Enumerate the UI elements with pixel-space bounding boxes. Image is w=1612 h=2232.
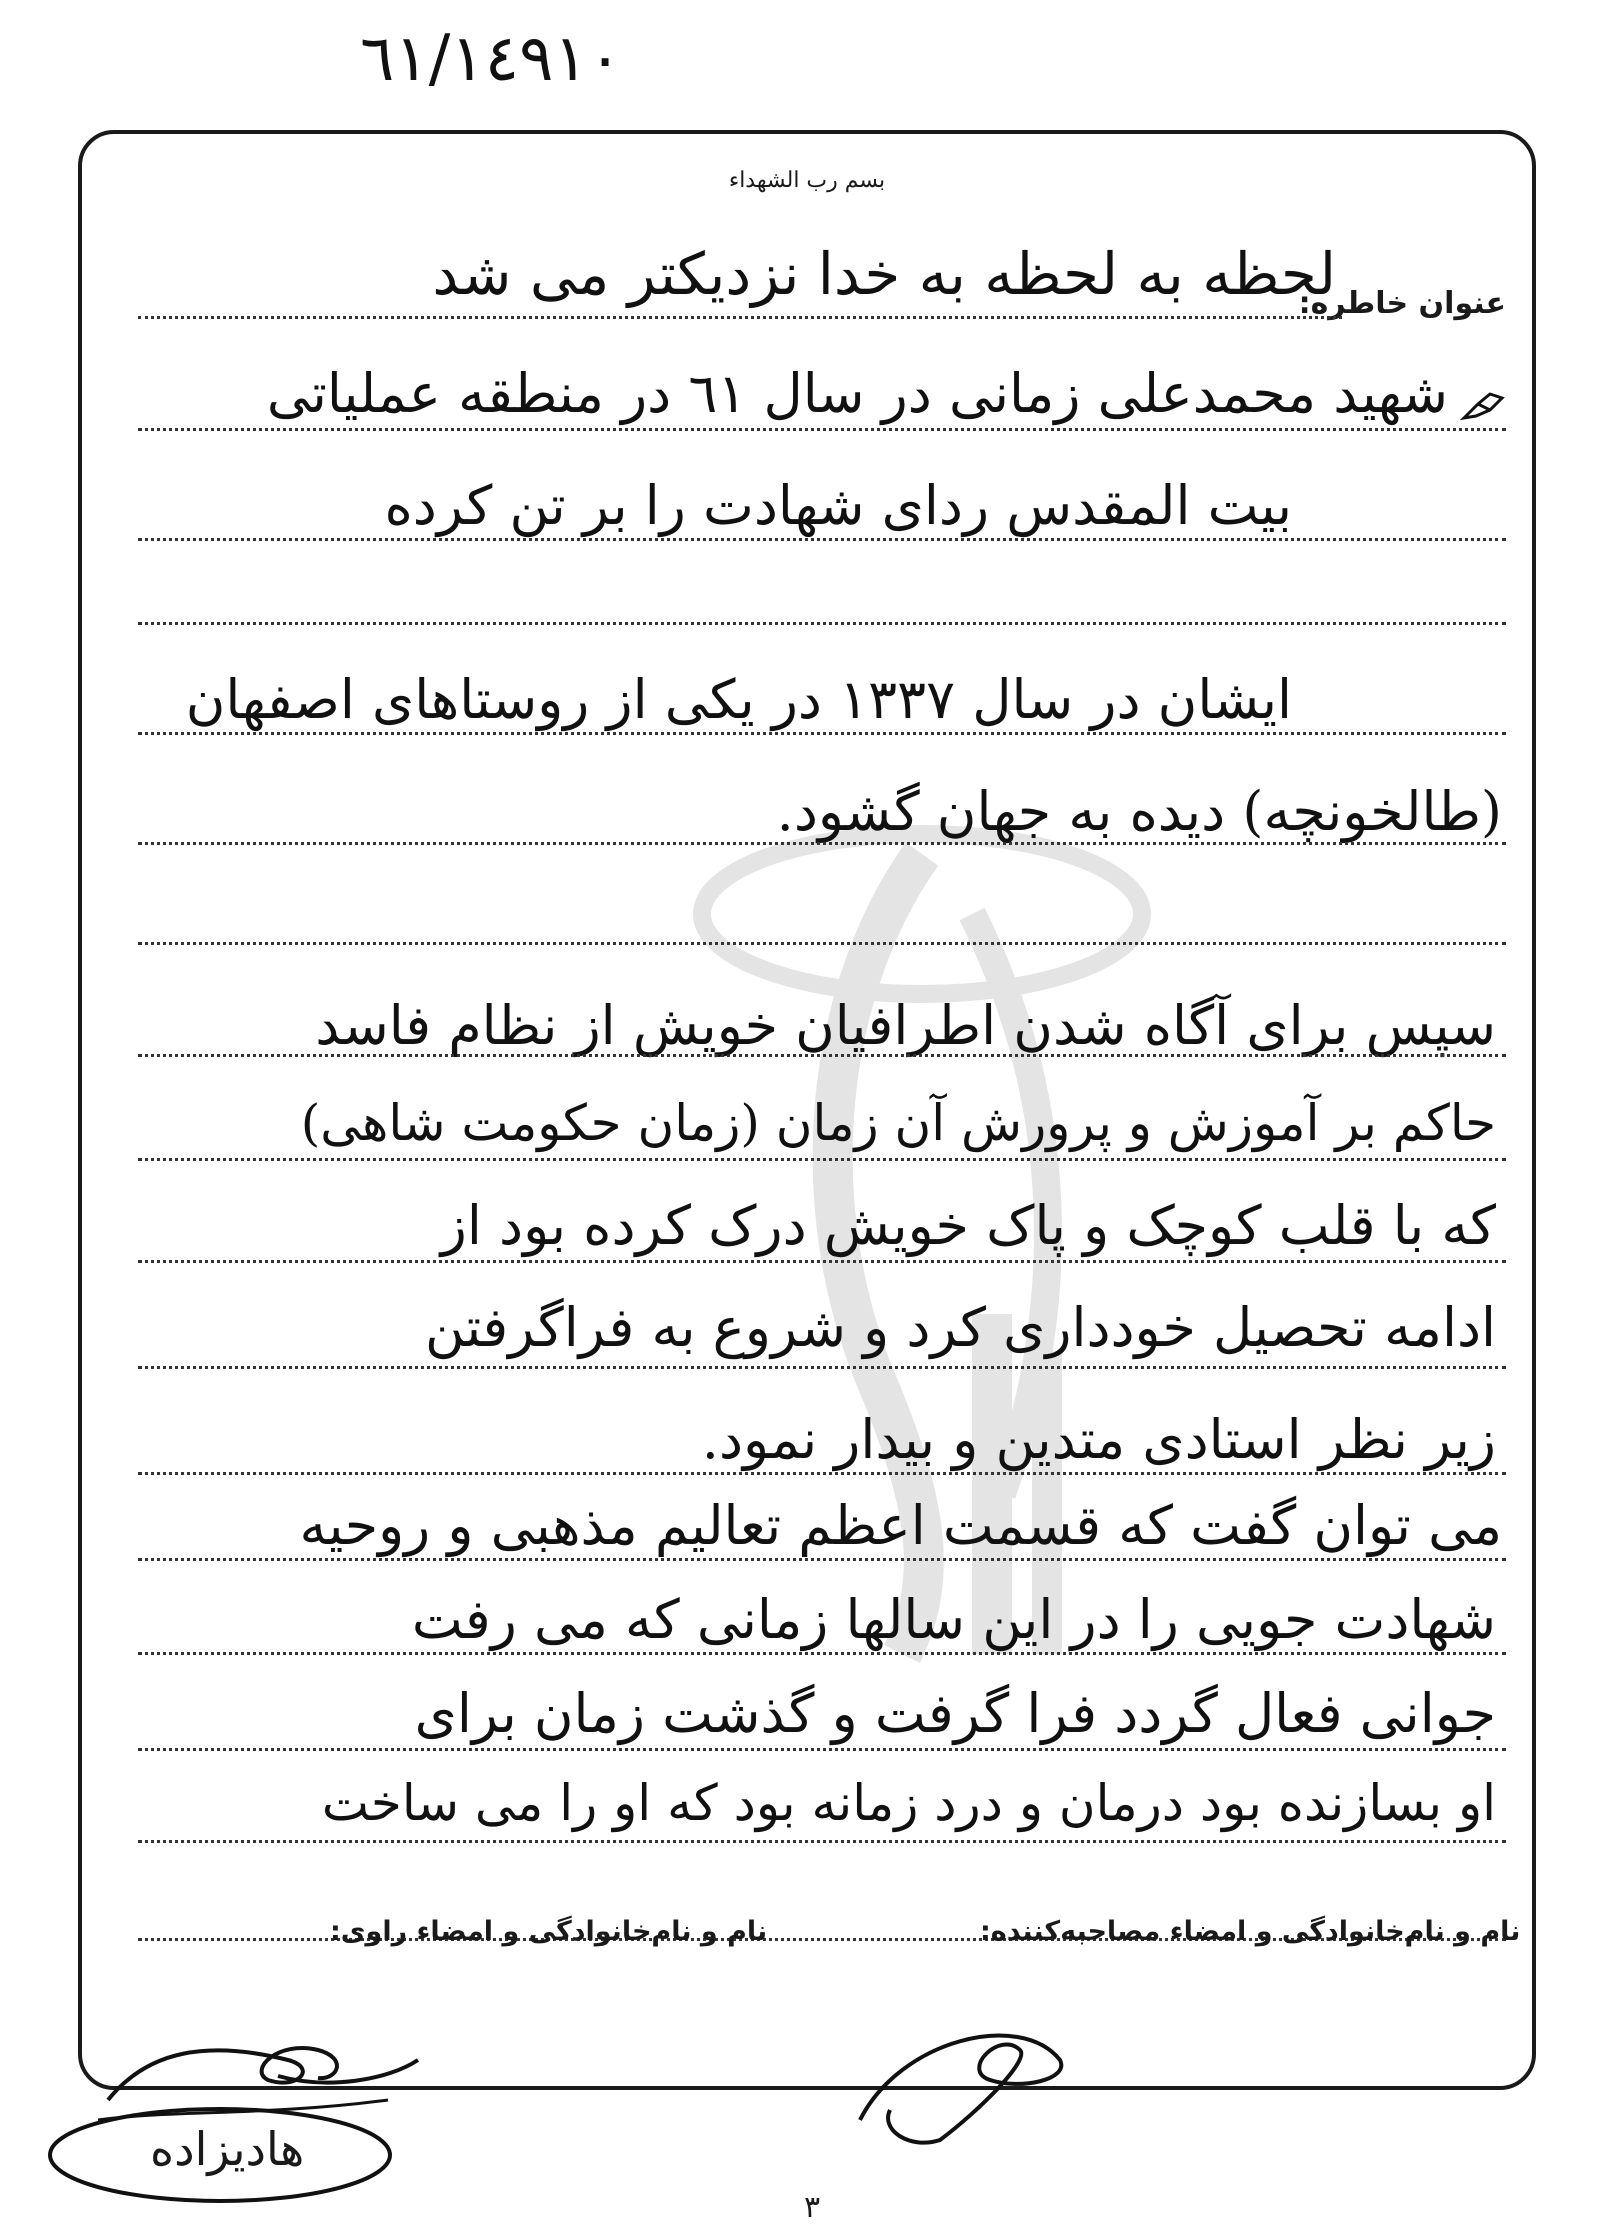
form-frame [78,130,1536,2090]
stamp-name-text: هادیزاده [150,2122,305,2176]
body-line: شهادت جویی را در این سالها زمانی که می رفت [411,1588,1496,1651]
ruled-line [138,622,1506,625]
ruled-line [138,1840,1506,1843]
ruled-line [138,1366,1506,1369]
ruled-line [138,732,1506,735]
ruled-line [138,1054,1506,1057]
interviewer-signature [820,2000,1080,2160]
ruled-line [138,316,1342,319]
title-label: عنوان خاطره: [1298,286,1506,321]
ruled-line [138,1558,1506,1561]
ruled-line [138,1652,1506,1655]
body-line: او بسازنده بود درمان و درد زمانه بود که او را می ساخت [321,1774,1496,1832]
ruled-line [138,1158,1506,1161]
body-line: ایشان در سال ١٣٣٧ در یکی از روستاهای اصفهان [185,668,1292,731]
body-line: حاکم بر آموزش و پرورش آن زمان (زمان حکومت شاهی) [300,1094,1496,1152]
header-invocation: بسم رب الشهداء [728,168,886,193]
body-line: سپس برای آگاه شدن اطرافیان خویش از نظام فاسد [315,994,1496,1057]
interviewer-label: نام و نام‌خانوادگی و امضاء مصاحبه‌کننده: [980,1916,1521,1947]
stamp-name [40,2100,400,2210]
document-number: ٦١/١٤٩١٠ [360,22,623,96]
ruled-line [138,1748,1506,1751]
pen-icon [1460,388,1508,422]
body-line: بیت المقدس ردای شهادت را بر تن کرده [384,474,1292,537]
ruled-line [138,942,1506,945]
body-line: ادامه تحصیل خودداری کرد و شروع به فراگرفتن [425,1296,1496,1359]
ruled-line [138,1260,1506,1263]
page-number: ٣ [804,2190,821,2225]
body-line: می توان گفت که قسمت اعظم تعالیم مذهبی و روحیه [299,1494,1502,1557]
narrator-label: نام و نام‌خانوادگی و امضاء راوی: [330,1916,768,1947]
body-line: شهید محمدعلی زمانی در سال ٦١ در منطقه عملیاتی [266,362,1448,425]
ruled-line [138,842,1506,845]
title-value: لحظه به لحظه به خدا نزدیکتر می شد [432,240,1336,308]
ruled-line [138,1472,1506,1475]
body-line: که با قلب کوچک و پاک خویش درک کرده بود از [440,1194,1496,1257]
body-line: (طالخونچه) دیده به جهان گشود. [776,780,1502,843]
body-line: زیر نظر استادی متدین و بیدار نمود. [701,1408,1496,1471]
ruled-line [138,538,1506,541]
ruled-line [138,428,1506,431]
body-line: جوانی فعال گردد فرا گرفت و گذشت زمان برای [414,1682,1496,1745]
